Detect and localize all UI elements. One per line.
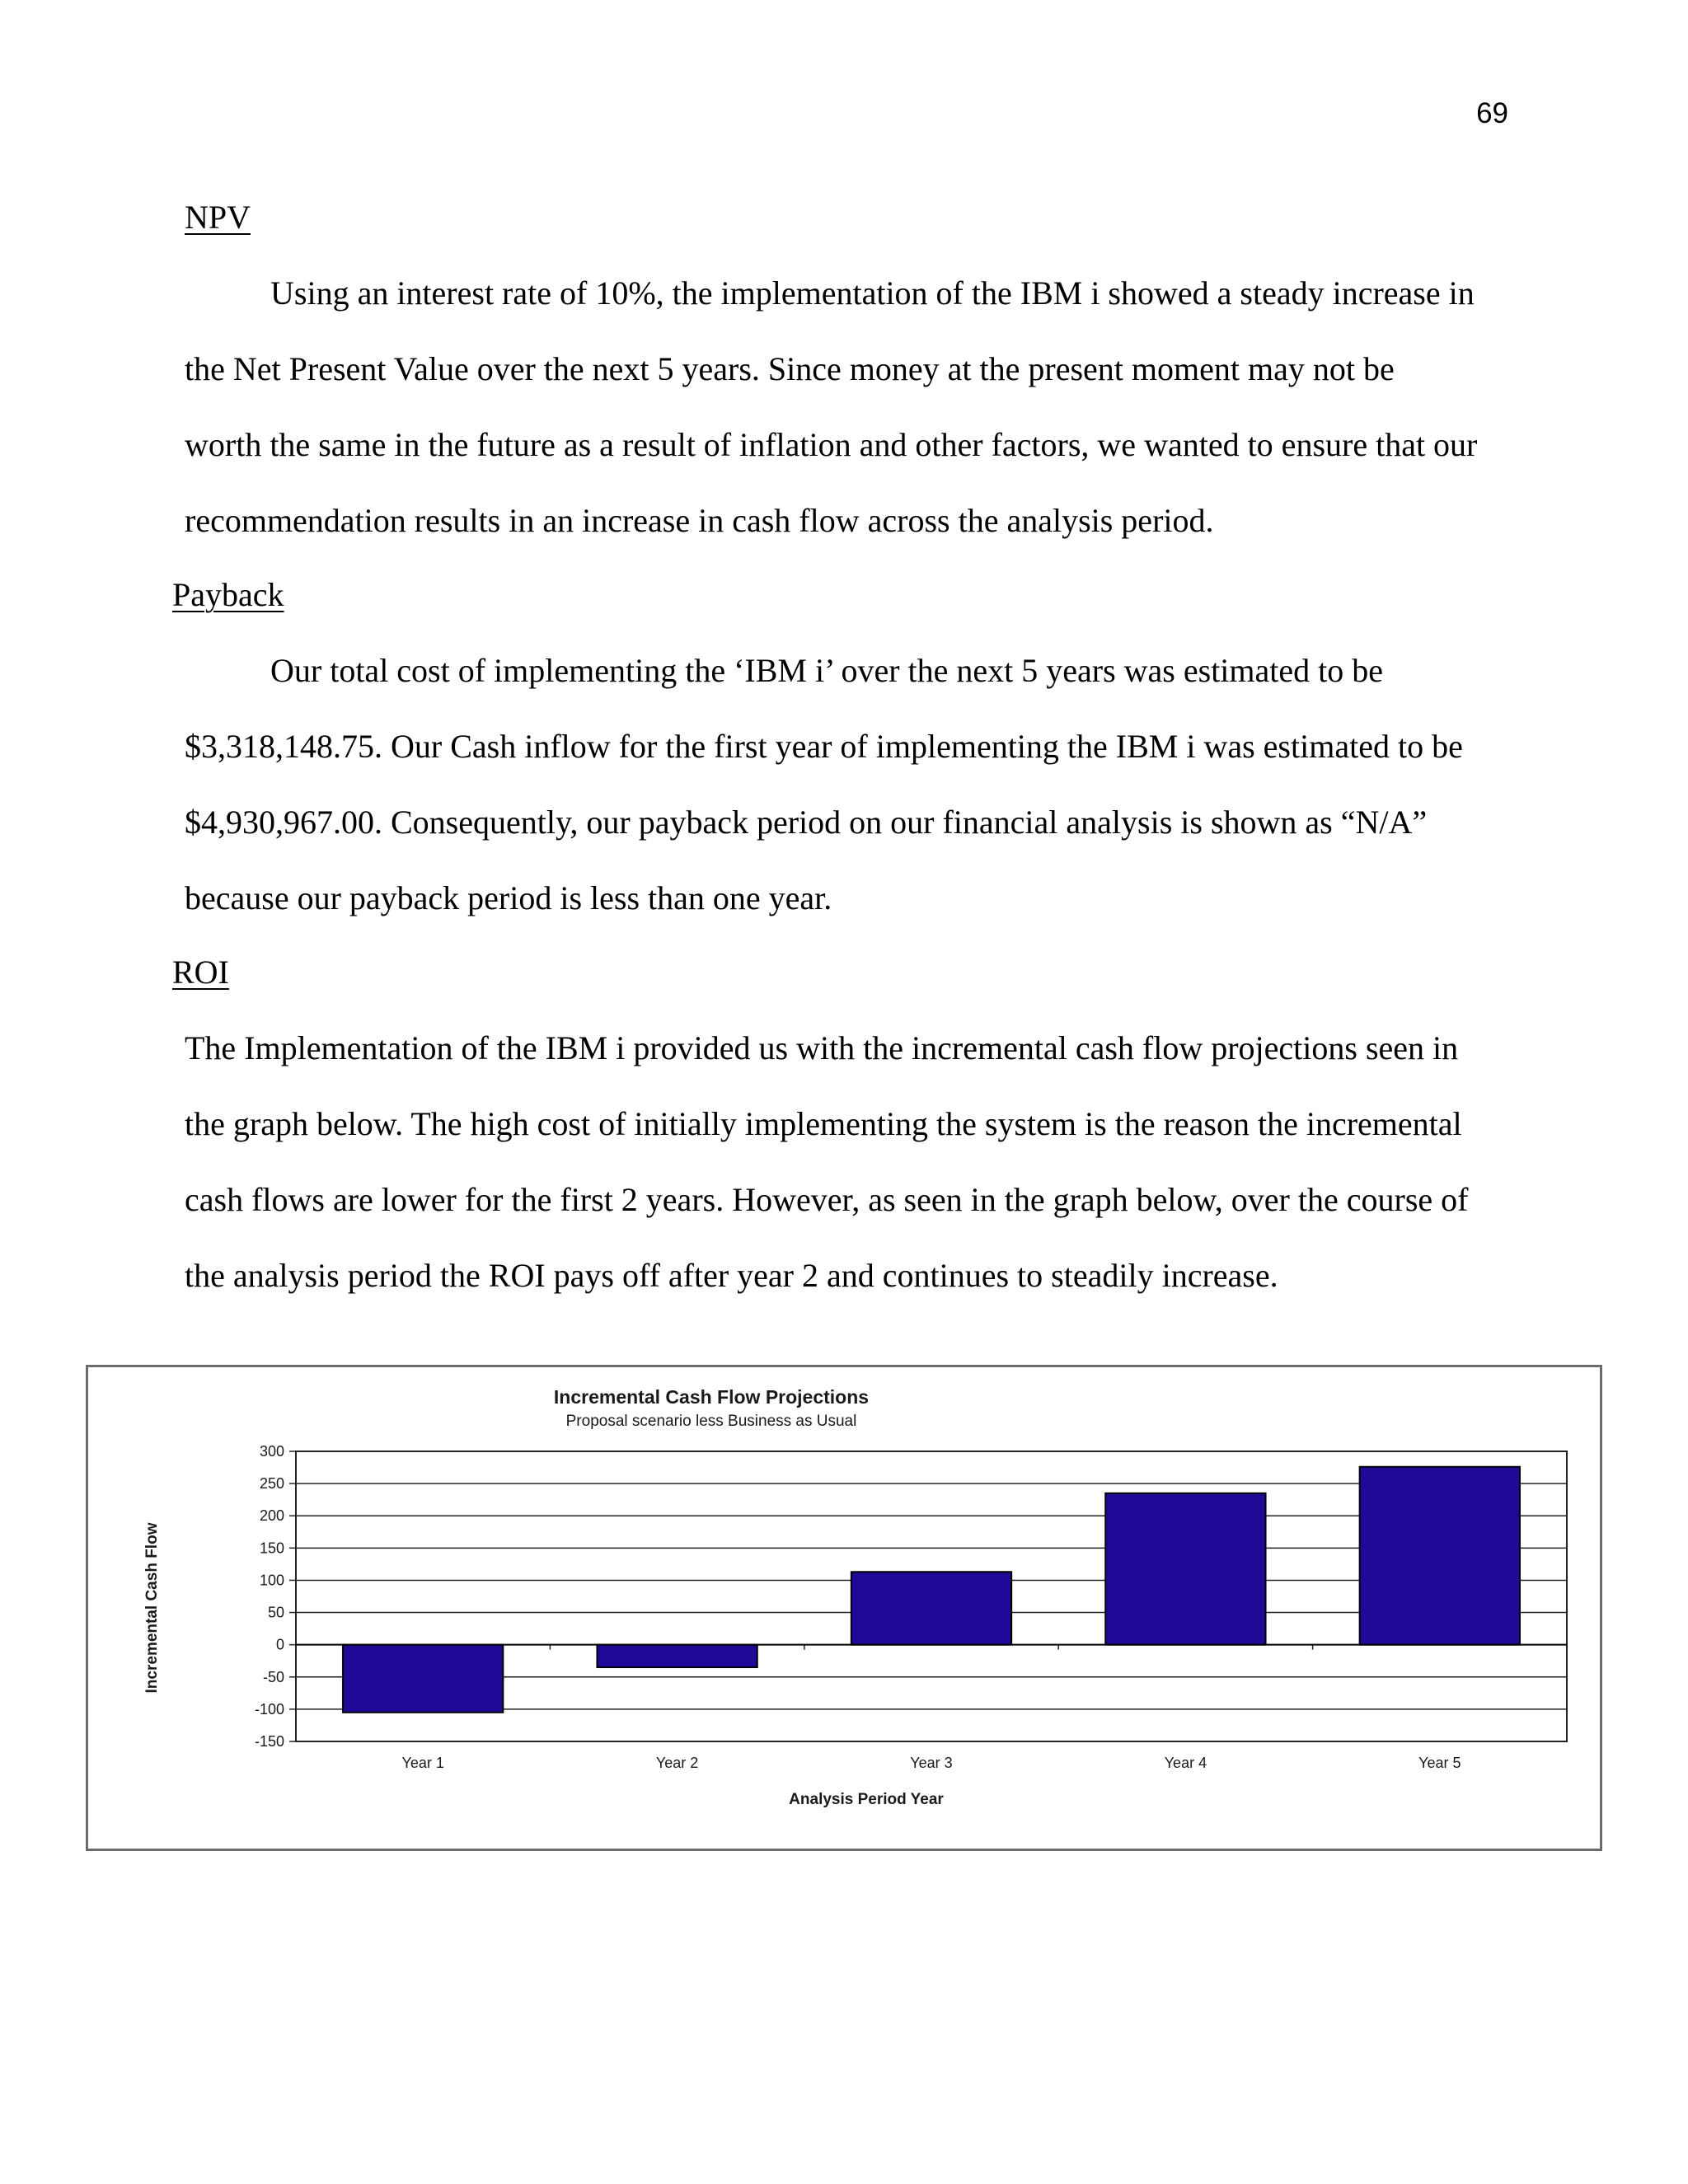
x-tick-label: Year 5 — [1418, 1755, 1461, 1771]
paragraph-npv — [185, 255, 1477, 559]
y-tick-label: 300 — [259, 1443, 284, 1460]
x-tick-label: Year 4 — [1164, 1755, 1207, 1771]
paragraph-line: The Implementation of the IBM i provided us with the incremental cash flow projections seen in — [185, 1029, 1459, 1066]
y-tick-label: 200 — [259, 1507, 284, 1525]
y-tick-labels — [255, 1443, 284, 1750]
y-tick-label: 100 — [259, 1572, 284, 1589]
chart-frame — [86, 1365, 1602, 1851]
y-tick-label: -50 — [262, 1668, 284, 1685]
x-tick-label: Year 1 — [401, 1755, 444, 1771]
paragraph-line: cash flows are lower for the first 2 years. However, as seen in the graph below, over the course of — [185, 1181, 1469, 1218]
paragraph-line: worth the same in the future as a result of inflation and other factors, we wanted to ensure that our — [185, 426, 1478, 463]
y-tick-label: 150 — [259, 1540, 284, 1557]
heading-payback: Payback — [172, 576, 284, 613]
x-tick-label: Year 2 — [655, 1755, 699, 1771]
y-tick-label: 50 — [267, 1604, 284, 1621]
x-tick-label: Year 3 — [910, 1755, 953, 1771]
paragraph-line: the graph below. The high cost of initially implementing the system is the reason the incremental — [185, 1105, 1462, 1142]
paragraph-line: the analysis period the ROI pays off after year 2 and continues to steadily increase. — [185, 1257, 1278, 1294]
page-number: 69 — [1476, 97, 1508, 129]
y-axis-label: Incremental Cash Flow — [143, 1522, 161, 1694]
paragraph-payback — [185, 633, 1463, 936]
y-tick-label: -150 — [254, 1733, 284, 1750]
paragraph-line: recommendation results in an increase in cash flow across the analysis period. — [185, 502, 1214, 539]
paragraph-line: because our payback period is less than one year. — [185, 879, 832, 916]
y-tick-label: -100 — [254, 1700, 284, 1718]
bar — [1360, 1467, 1520, 1645]
bar — [1105, 1493, 1265, 1645]
paragraph-line: the Net Present Value over the next 5 years. Since money at the present moment may not be — [185, 350, 1395, 387]
paragraph-line: Our total cost of implementing the ‘IBM i’ over the next 5 years was estimated to be — [270, 652, 1384, 689]
bar — [343, 1645, 503, 1713]
paragraph-line: Using an interest rate of 10%, the implementation of the IBM i showed a steady increase in — [270, 274, 1475, 312]
y-tick-label: 250 — [259, 1475, 284, 1493]
chart-title: Incremental Cash Flow Projections — [553, 1386, 870, 1408]
chart-subtitle: Proposal scenario less Business as Usual — [565, 1413, 857, 1430]
x-tick-labels — [402, 1755, 1461, 1771]
x-axis-label: Analysis Period Year — [789, 1791, 944, 1808]
bar — [597, 1645, 757, 1667]
heading-npv: NPV — [185, 199, 251, 236]
y-tick-label: 0 — [275, 1636, 284, 1653]
heading-roi: ROI — [172, 954, 229, 991]
paragraph-line: $3,318,148.75. Our Cash inflow for the first year of implementing the IBM i was estimated to be — [185, 728, 1463, 765]
paragraph-line: $4,930,967.00. Consequently, our payback period on our financial analysis is shown as “N/A” — [185, 804, 1428, 841]
paragraph-roi — [185, 1010, 1468, 1314]
bar — [851, 1572, 1011, 1644]
bar-chart — [88, 1367, 1600, 1849]
